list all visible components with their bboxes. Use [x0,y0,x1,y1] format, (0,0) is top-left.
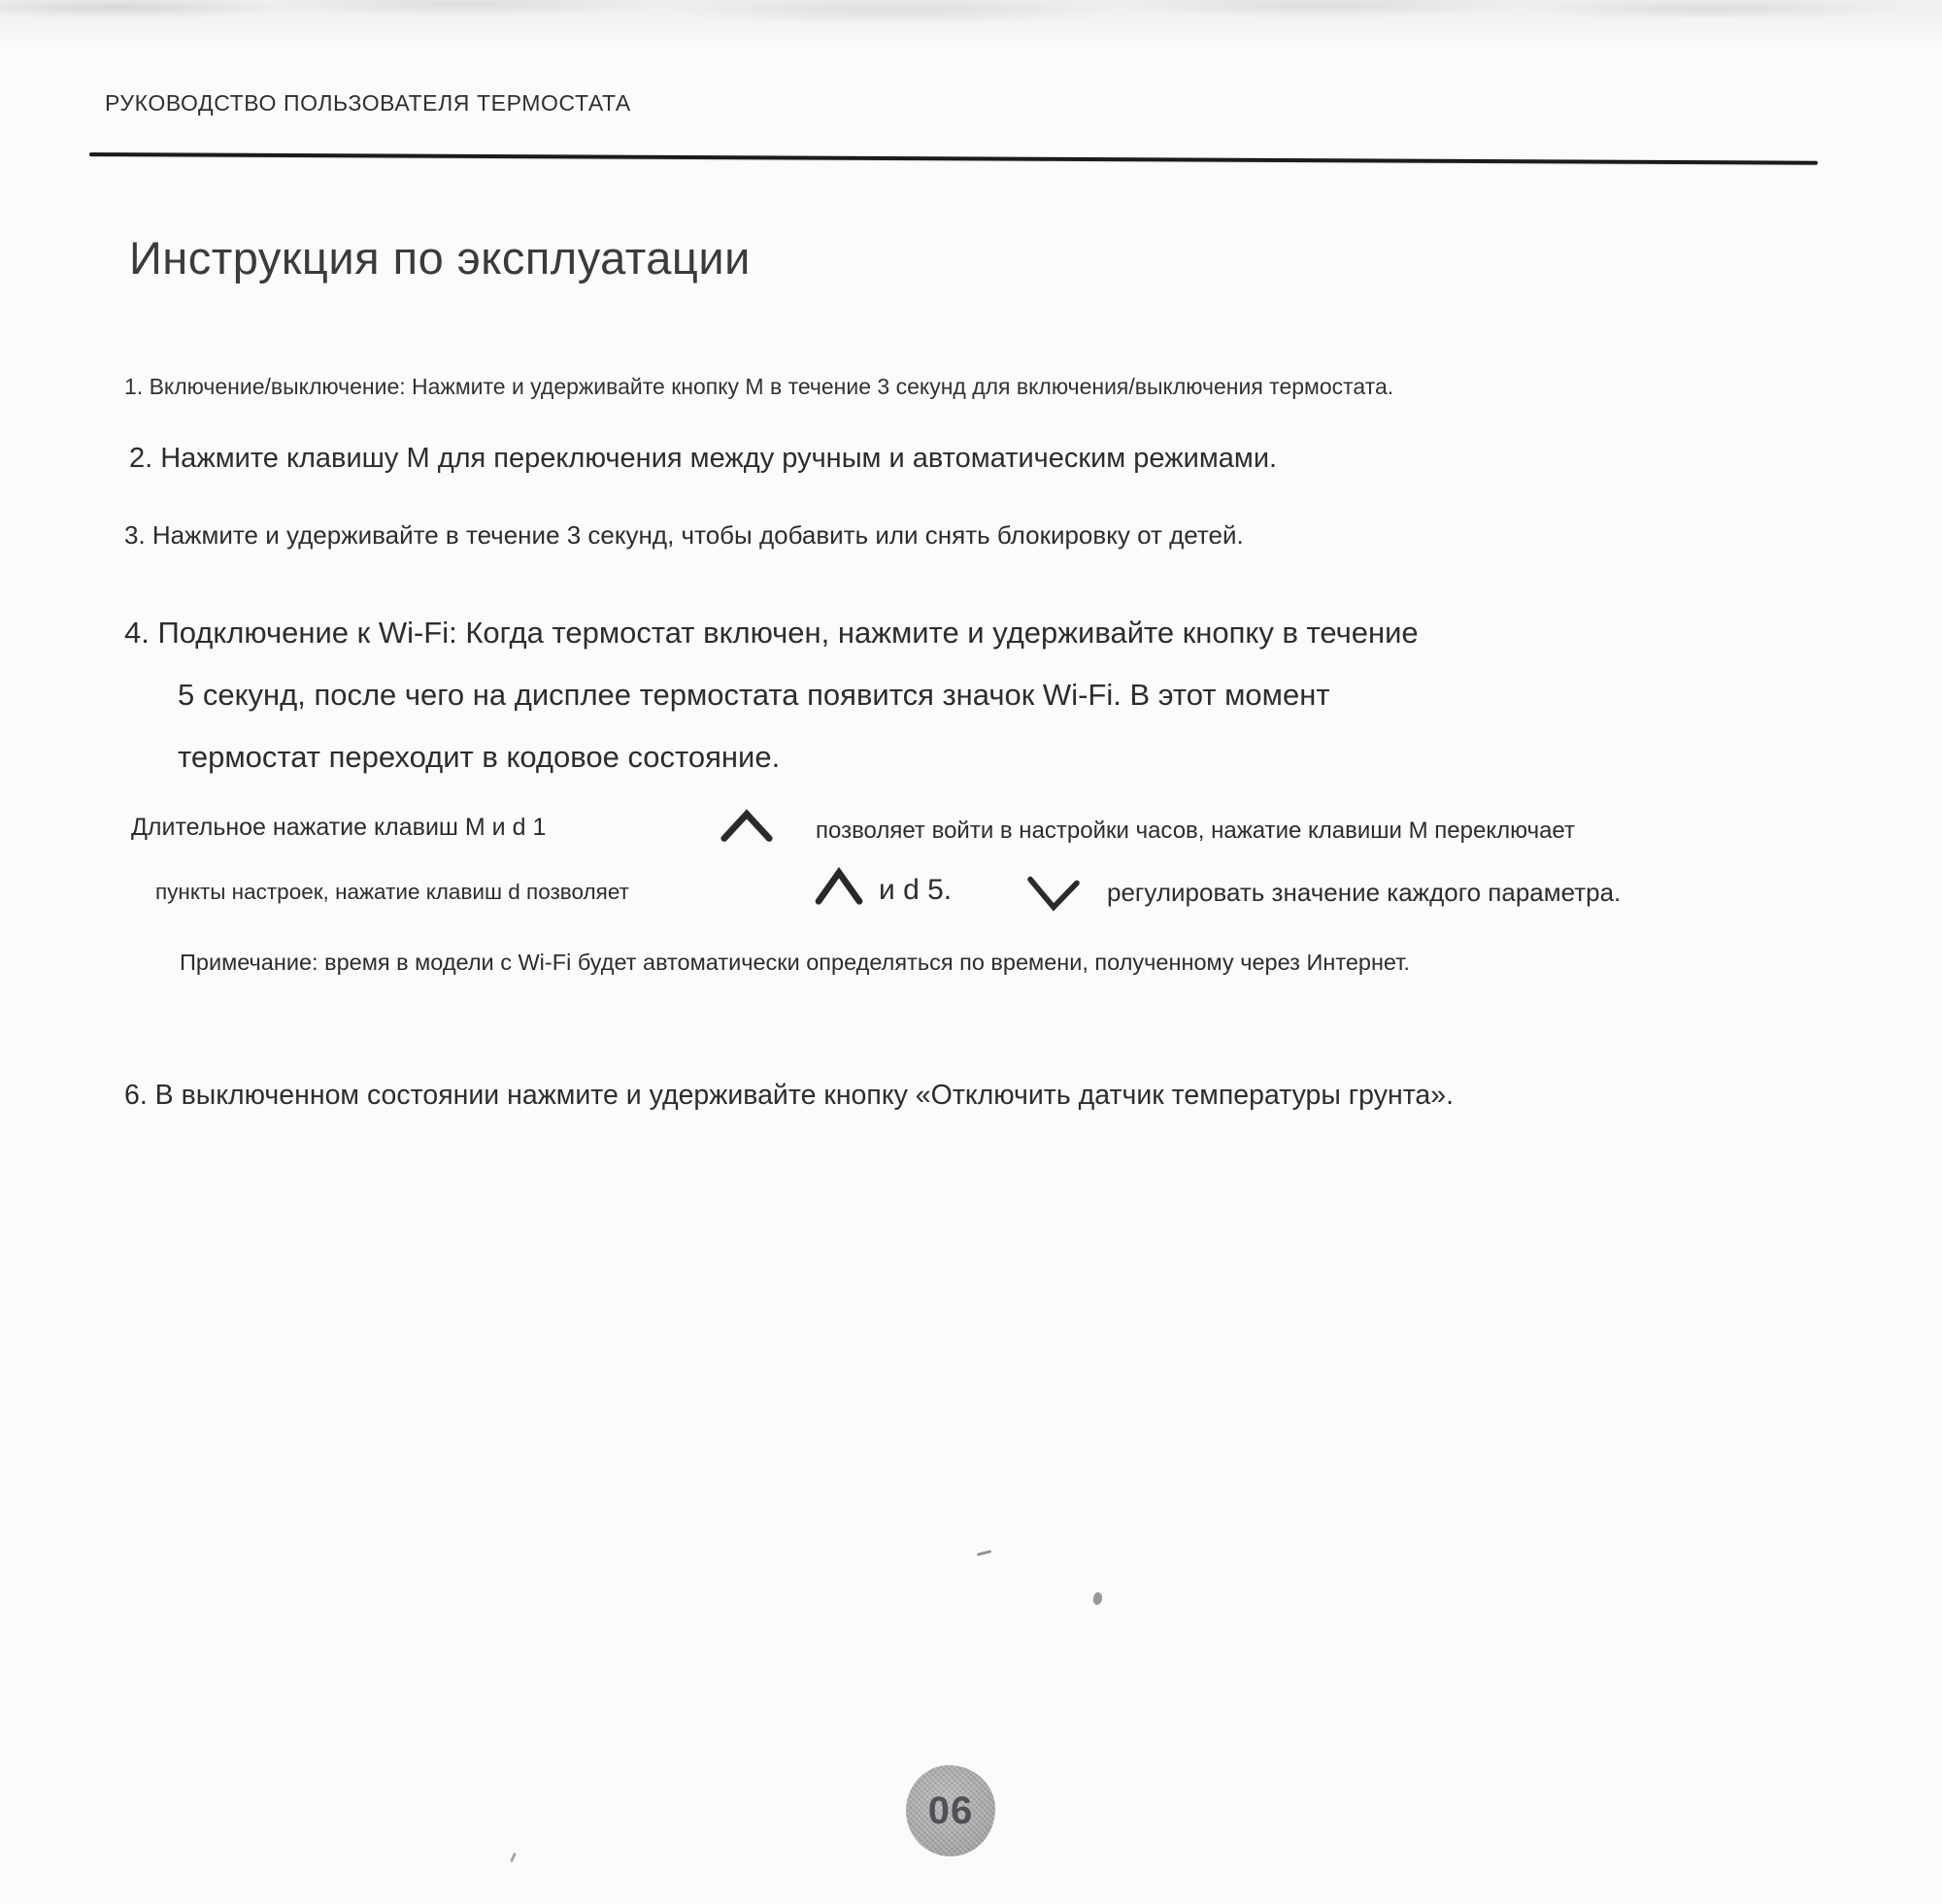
step-5-text-part-1: Длительное нажатие клавиш M и d 1 [131,814,547,841]
instruction-step-2: 2. Нажмите клавишу M для переключения между ручным и автоматическим режимами. [129,443,1278,474]
header-divider-line [89,152,1818,165]
page-title: Инструкция по эксплуатации [129,232,751,284]
instruction-step-6: 6. В выключенном состоянии нажмите и удерживайте кнопку «Отключить датчик температуры грунта». [124,1080,1455,1111]
instruction-step-1: 1. Включение/выключение: Нажмите и удерживайте кнопку M в течение 3 секунд для включения/выключения термостата. [124,374,1394,399]
step-5-note: Примечание: время в модели с Wi-Fi будет автоматически определяться по времени, полученному через Интернет. [180,950,1410,975]
chevron-up-icon [814,866,864,912]
step-4-line-1: 4. Подключение к Wi-Fi: Когда термостат включен, нажмите и удерживайте кнопку в течение [124,616,1419,650]
instruction-step-4 [124,602,1419,788]
step-4-line-3: термостат переходит в кодовое состояние. [178,740,781,774]
page-number-badge [906,1765,995,1856]
step-5-text-part-2: позволяет войти в настройки часов, нажатие клавиши M переключает [816,818,1575,844]
document-header: РУКОВОДСТВО ПОЛЬЗОВАТЕЛЯ ТЕРМОСТАТА [105,90,631,116]
step-5-text-part-5: регулировать значение каждого параметра. [1107,878,1622,907]
instruction-step-3: 3. Нажмите и удерживайте в течение 3 секунд, чтобы добавить или снять блокировку от детей. [124,520,1244,550]
scan-speck [977,1550,991,1556]
step-5-text-part-3: пункты настроек, нажатие клавиш d позволяет [155,880,629,904]
page-number: 06 [927,1788,974,1832]
chevron-up-icon [719,806,775,850]
scan-speck [510,1853,517,1862]
step-5-text-part-4: и d 5. [879,874,953,906]
scan-speck [1092,1591,1104,1606]
chevron-down-icon [1024,872,1083,919]
step-4-line-2: 5 секунд, после чего на дисплее термостата появится значок Wi-Fi. В этот момент [178,678,1330,712]
